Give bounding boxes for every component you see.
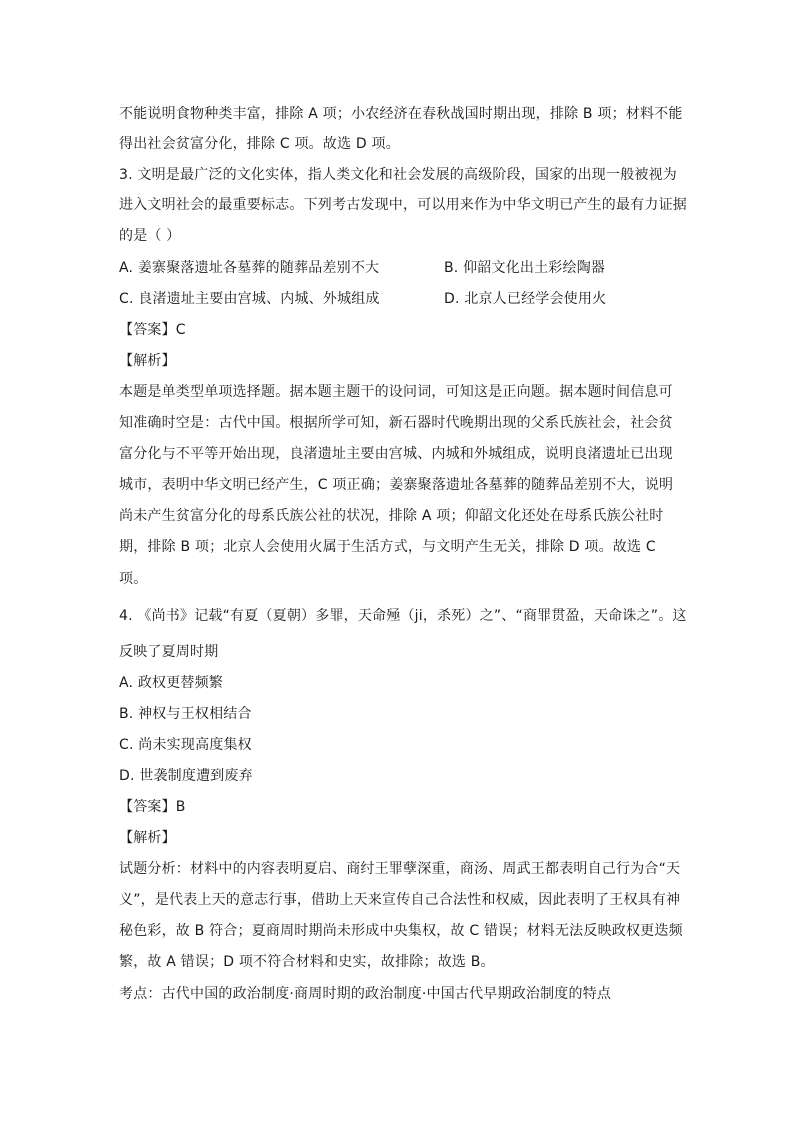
q4-stem-line-2: 反映了夏周时期 [119,644,219,660]
q3-analysis-line: 本题是单类型单项选择题。据本题主题干的设问词，可知这是正向题。据本题时间信息可 [119,384,673,400]
q3-stem-line-3: 的是（ ） [119,228,181,244]
q4-option-c: C. 尚未实现高度集权 [119,737,252,753]
prev-analysis-line-2: 得出社会贫富分化，排除 C 项。故选 D 项。 [119,136,400,152]
q3-option-d: D. 北京人已经学会使用火 [444,291,607,307]
q3-analysis-line: 项。 [119,571,148,587]
q3-analysis-line: 城市，表明中华文明已经产生，C 项正确；姜寨聚落遗址各墓葬的随葬品差别不大，说明 [119,477,674,493]
q4-analysis-line: 繁，故 A 错误；D 项不符合材料和史实，故排除；故选 B。 [119,954,495,970]
q3-analysis-line: 尚未产生贫富分化的母系氏族公社的状况，排除 A 项；仰韶文化还处在母系氏族公社时 [119,508,664,524]
q3-option-c: C. 良渚遗址主要由宫城、内城、外城组成 [119,291,380,307]
prev-analysis-line-1: 不能说明食物种类丰富，排除 A 项；小农经济在春秋战国时期出现，排除 B 项；材料不能 [119,106,683,122]
q4-analysis-label: 【解析】 [119,830,176,846]
q4-option-a: A. 政权更替频繁 [119,675,224,691]
q3-analysis-line: 知准确时空是：古代中国。根据所学可知，新石器时代晚期出现的父系氏族社会，社会贫 [119,415,673,431]
q3-analysis-label: 【解析】 [119,353,176,369]
q3-stem-line-1: 3. 文明是最广泛的文化实体，指人类文化和社会发展的高级阶段，国家的出现一般被视为 [119,167,678,183]
q3-stem-line-2: 进入文明社会的最重要标志。下列考古发现中，可以用来作为中华文明已产生的最有力证据 [119,197,687,213]
q3-option-a: A. 姜寨聚落遗址各墓葬的随葬品差别不大 [119,260,380,276]
q3-answer: 【答案】C [119,322,186,338]
q4-analysis-line: 试题分析：材料中的内容表明夏启、商纣王罪孽深重，商汤、周武王都表明自己行为合“天 [119,861,681,877]
q4-answer: 【答案】B [119,799,186,815]
q3-analysis-line: 富分化与不平等开始出现，良渚遗址主要由宫城、内城和外城组成，说明良渚遗址已出现 [119,446,673,462]
q4-analysis-line: 义”，是代表上天的意志行事，借助上天来宣传自己合法性和权威，因此表明了王权具有神 [119,892,681,908]
q3-option-b: B. 仰韶文化出土彩绘陶器 [444,260,606,276]
q4-analysis-line: 秘色彩，故 B 符合；夏商周时期尚未形成中央集权，故 C 错误；材料无法反映政权更迭频 [119,923,683,939]
q4-option-d: D. 世袭制度遭到废弃 [119,768,253,784]
q4-stem-line-1: 4. 《尚书》记载“有夏（夏朝）多罪，天命殛（ji，杀死）之”、“商罪贯盈，天命诛之”。这 [119,608,687,624]
q4-kaodian: 考点：古代中国的政治制度·商周时期的政治制度·中国古代早期政治制度的特点 [119,986,612,1002]
q4-option-b: B. 神权与王权相结合 [119,706,252,722]
q3-analysis-line: 期，排除 B 项；北京人会使用火属于生活方式，与文明产生无关，排除 D 项。故选 C [119,539,656,555]
